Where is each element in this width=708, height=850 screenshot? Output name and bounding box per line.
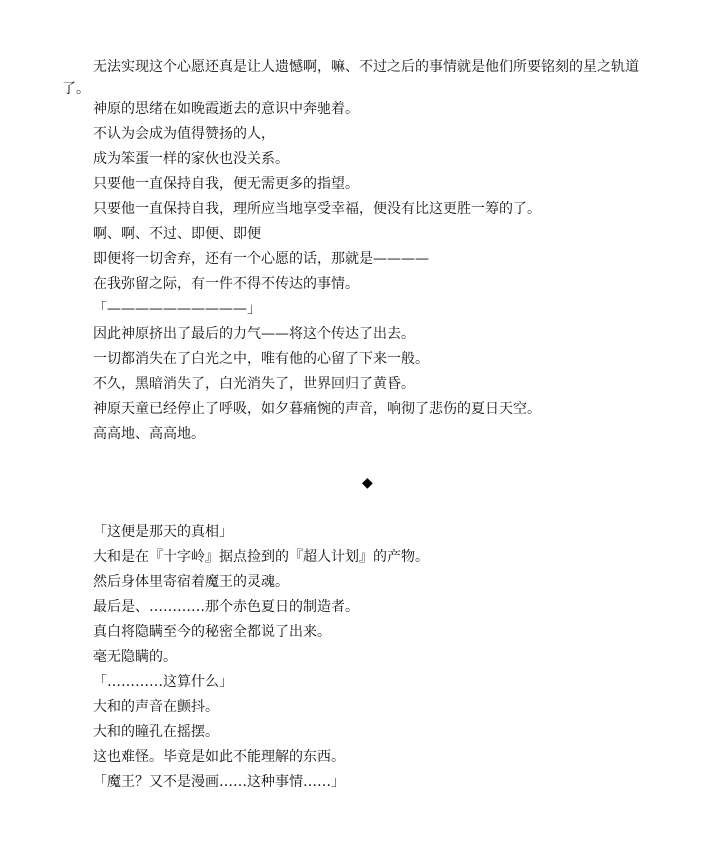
paragraph: 高高地、高高地。 xyxy=(93,426,205,442)
paragraph: 然后身体里寄宿着魔王的灵魂。 xyxy=(93,574,289,590)
paragraph: 只要他一直保持自我，便无需更多的指望。 xyxy=(93,176,359,192)
section-separator: ◆ xyxy=(362,475,373,491)
dialogue-line: 「——————————」 xyxy=(93,301,261,317)
dialogue-line: 「…………这算什么」 xyxy=(93,674,233,690)
paragraph: 只要他一直保持自我，理所应当地享受幸福，便没有比这更胜一筹的了。 xyxy=(93,201,541,217)
paragraph: 啊、啊、不过、即便、即便 xyxy=(93,226,261,242)
paragraph: 最后是、…………那个赤色夏日的制造者。 xyxy=(93,599,359,615)
paragraph: 一切都消失在了白光之中，唯有他的心留了下来一般。 xyxy=(93,351,429,367)
paragraph: 大和是在『十字岭』据点捡到的『超人计划』的产物。 xyxy=(93,549,429,565)
paragraph: 真白将隐瞒至今的秘密全都说了出来。 xyxy=(93,624,331,640)
paragraph: 这也难怪。毕竟是如此不能理解的东西。 xyxy=(93,749,345,765)
paragraph: 毫无隐瞒的。 xyxy=(93,649,177,665)
paragraph: 大和的瞳孔在摇摆。 xyxy=(93,724,219,740)
paragraph: 神原的思绪在如晚霞逝去的意识中奔驰着。 xyxy=(93,101,359,117)
paragraph: 神原天童已经停止了呼吸，如夕暮痛惋的声音，响彻了悲伤的夏日天空。 xyxy=(93,401,541,417)
paragraph: 不认为会成为值得赞扬的人， xyxy=(93,126,275,142)
paragraph: 在我弥留之际，有一件不得不传达的事情。 xyxy=(93,276,359,292)
paragraph: 不久，黑暗消失了，白光消失了，世界回归了黄昏。 xyxy=(93,376,415,392)
dialogue-line: 「魔王？又不是漫画……这种事情……」 xyxy=(93,774,345,790)
paragraph: 无法实现这个心愿还真是让人遗憾啊，嘛、不过之后的事情就是他们所要铭刻的星之轨道了。 xyxy=(62,59,639,97)
paragraph: 因此神原挤出了最后的力气——将这个传达了出去。 xyxy=(93,326,415,342)
dialogue-line: 「这便是那天的真相」 xyxy=(93,524,233,540)
paragraph: 大和的声音在颤抖。 xyxy=(93,699,219,715)
paragraph: 成为笨蛋一样的家伙也没关系。 xyxy=(93,151,289,167)
paragraph: 即便将一切舍弃，还有一个心愿的话，那就是———— xyxy=(93,251,429,267)
